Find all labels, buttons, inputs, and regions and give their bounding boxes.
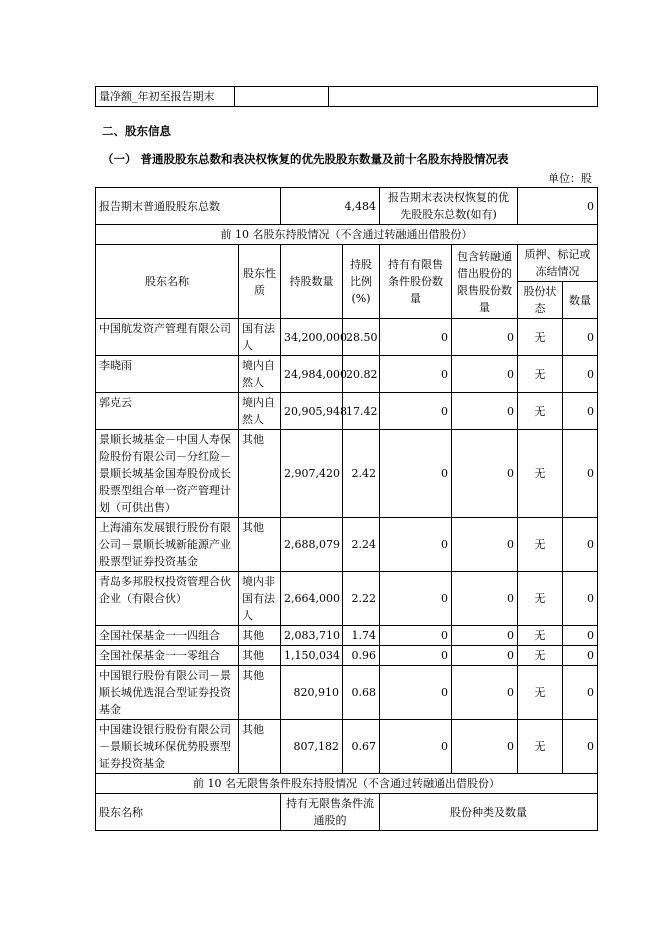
table-row bbox=[96, 319, 598, 356]
cell-restricted: 0 bbox=[380, 626, 452, 646]
unrestricted-header-kind: 股份种类及数量 bbox=[380, 794, 598, 831]
cell-status: 无 bbox=[518, 666, 563, 720]
header-nature: 股东性质 bbox=[239, 245, 281, 319]
table-row bbox=[96, 646, 598, 666]
total-shareholders-value: 4,484 bbox=[281, 188, 380, 225]
cell-shareholder-nature: 其他 bbox=[239, 626, 281, 646]
cell-lent: 0 bbox=[452, 430, 518, 518]
preferred-shareholders-value: 0 bbox=[518, 188, 598, 225]
header-lent: 包含转融通借出股份的限售股份数量 bbox=[452, 245, 518, 319]
cell-qty: 0 bbox=[563, 393, 598, 430]
cell-shares: 2,688,079 bbox=[281, 518, 343, 572]
header-ratio: 持股比例(%) bbox=[343, 245, 380, 319]
cell-qty: 0 bbox=[563, 666, 598, 720]
shareholder-table bbox=[95, 187, 598, 831]
cell-shareholder-name: 李晓雨 bbox=[96, 356, 239, 393]
subsection-title: （一） 普通股股东总数和表决权恢复的优先股股东数量及前十名股东持股情况表 bbox=[102, 152, 509, 166]
cell-shareholder-nature: 国有法人 bbox=[239, 319, 281, 356]
cell-shareholder-nature: 其他 bbox=[239, 666, 281, 720]
cell-shares: 2,664,000 bbox=[281, 572, 343, 626]
cell-qty: 0 bbox=[563, 572, 598, 626]
unrestricted-header-name: 股东名称 bbox=[96, 794, 281, 831]
cell-status: 无 bbox=[518, 572, 563, 626]
cell-restricted: 0 bbox=[380, 356, 452, 393]
cell-status: 无 bbox=[518, 393, 563, 430]
cell-shares: 2,083,710 bbox=[281, 626, 343, 646]
cell-lent: 0 bbox=[452, 356, 518, 393]
header-row bbox=[96, 794, 598, 831]
top-fragment-table bbox=[95, 86, 598, 107]
cell-qty: 0 bbox=[563, 720, 598, 774]
table-row bbox=[96, 518, 598, 572]
cell-shareholder-nature: 境内非国有法人 bbox=[239, 572, 281, 626]
cell-lent: 0 bbox=[452, 626, 518, 646]
cell-shareholder-name: 郭克云 bbox=[96, 393, 239, 430]
unit-label: 单位：股 bbox=[548, 172, 592, 185]
header-restricted: 持有有限售条件股份数量 bbox=[380, 245, 452, 319]
table-row bbox=[96, 626, 598, 646]
cell-shares: 34,200,000 bbox=[281, 319, 343, 356]
cell-qty: 0 bbox=[563, 430, 598, 518]
cell-shares: 820,910 bbox=[281, 666, 343, 720]
table-row bbox=[96, 430, 598, 518]
summary-row bbox=[96, 188, 598, 225]
cell-lent: 0 bbox=[452, 646, 518, 666]
cell-ratio: 1.74 bbox=[343, 626, 380, 646]
header-name: 股东名称 bbox=[96, 245, 239, 319]
cell-restricted: 0 bbox=[380, 572, 452, 626]
cell-shareholder-nature: 其他 bbox=[239, 518, 281, 572]
cell-restricted: 0 bbox=[380, 518, 452, 572]
cell-ratio: 2.42 bbox=[343, 430, 380, 518]
table-row bbox=[96, 720, 598, 774]
preferred-shareholders-label: 报告期末表决权恢复的优先股股东总数(如有) bbox=[380, 188, 518, 225]
cell-status: 无 bbox=[518, 720, 563, 774]
cell-shareholder-nature: 境内自然人 bbox=[239, 356, 281, 393]
cell-shareholder-nature: 境内自然人 bbox=[239, 393, 281, 430]
cell-restricted: 0 bbox=[380, 720, 452, 774]
cell-shareholder-name: 中国航发资产管理有限公司 bbox=[96, 319, 239, 356]
cell-qty: 0 bbox=[563, 646, 598, 666]
cell-status: 无 bbox=[518, 626, 563, 646]
cell-ratio: 2.24 bbox=[343, 518, 380, 572]
cell-restricted: 0 bbox=[380, 319, 452, 356]
cell-qty: 0 bbox=[563, 626, 598, 646]
cell-ratio: 28.50 bbox=[343, 319, 380, 356]
cell-lent: 0 bbox=[452, 319, 518, 356]
cell-status: 无 bbox=[518, 356, 563, 393]
cell-shares: 807,182 bbox=[281, 720, 343, 774]
cell-shares: 1,150,034 bbox=[281, 646, 343, 666]
cell-status: 无 bbox=[518, 430, 563, 518]
total-shareholders-label: 报告期末普通股股东总数 bbox=[96, 188, 281, 225]
cell-label: 量净额_年初至报告期末 bbox=[96, 87, 235, 107]
cell-ratio: 2.22 bbox=[343, 572, 380, 626]
cell-shareholder-name: 中国建设银行股份有限公司－景顺长城环保优势股票型证券投资基金 bbox=[96, 720, 239, 774]
header-row bbox=[96, 245, 598, 282]
unrestricted-header-qty: 持有无限售条件流通股的 bbox=[281, 794, 380, 831]
cell-lent: 0 bbox=[452, 393, 518, 430]
table-row bbox=[96, 87, 598, 107]
table-row bbox=[96, 393, 598, 430]
caption-row bbox=[96, 774, 598, 794]
cell-ratio: 0.96 bbox=[343, 646, 380, 666]
unrestricted-title: 前 10 名无限售条件股东持股情况（不含通过转融通出借股份） bbox=[96, 774, 598, 794]
cell-qty: 0 bbox=[563, 518, 598, 572]
cell-value bbox=[329, 87, 598, 107]
table-row bbox=[96, 356, 598, 393]
cell-shares: 24,984,000 bbox=[281, 356, 343, 393]
cell-restricted: 0 bbox=[380, 393, 452, 430]
header-shares: 持股数量 bbox=[281, 245, 343, 319]
cell-status: 无 bbox=[518, 319, 563, 356]
cell-restricted: 0 bbox=[380, 430, 452, 518]
cell-value bbox=[235, 87, 329, 107]
cell-shareholder-nature: 其他 bbox=[239, 430, 281, 518]
cell-lent: 0 bbox=[452, 518, 518, 572]
cell-ratio: 17.42 bbox=[343, 393, 380, 430]
cell-shareholder-nature: 其他 bbox=[239, 646, 281, 666]
cell-shares: 20,905,948 bbox=[281, 393, 343, 430]
top10-title: 前 10 名股东持股情况（不含通过转融通出借股份） bbox=[96, 225, 598, 245]
table-row bbox=[96, 666, 598, 720]
cell-ratio: 0.67 bbox=[343, 720, 380, 774]
cell-status: 无 bbox=[518, 646, 563, 666]
cell-status: 无 bbox=[518, 518, 563, 572]
cell-lent: 0 bbox=[452, 666, 518, 720]
header-qty: 数量 bbox=[563, 282, 598, 319]
header-pledge: 质押、标记或冻结情况 bbox=[518, 245, 598, 282]
cell-shareholder-name: 景顺长城基金－中国人寿保险股份有限公司－分红险－景顺长城基金国寿股份成长股票型组合单一资产管理计划（可供出售） bbox=[96, 430, 239, 518]
cell-lent: 0 bbox=[452, 720, 518, 774]
cell-lent: 0 bbox=[452, 572, 518, 626]
cell-shares: 2,907,420 bbox=[281, 430, 343, 518]
cell-qty: 0 bbox=[563, 356, 598, 393]
cell-restricted: 0 bbox=[380, 666, 452, 720]
cell-shareholder-name: 中国银行股份有限公司－景顺长城优选混合型证券投资基金 bbox=[96, 666, 239, 720]
cell-ratio: 0.68 bbox=[343, 666, 380, 720]
cell-shareholder-name: 青岛多邦股权投资管理合伙企业（有限合伙） bbox=[96, 572, 239, 626]
cell-shareholder-name: 上海浦东发展银行股份有限公司－景顺长城新能源产业股票型证券投资基金 bbox=[96, 518, 239, 572]
section-title: 二、股东信息 bbox=[102, 124, 171, 138]
cell-ratio: 20.82 bbox=[343, 356, 380, 393]
cell-restricted: 0 bbox=[380, 646, 452, 666]
header-status: 股份状态 bbox=[518, 282, 563, 319]
table-row bbox=[96, 572, 598, 626]
cell-qty: 0 bbox=[563, 319, 598, 356]
cell-shareholder-name: 全国社保基金一一四组合 bbox=[96, 626, 239, 646]
cell-shareholder-name: 全国社保基金一一零组合 bbox=[96, 646, 239, 666]
cell-shareholder-nature: 其他 bbox=[239, 720, 281, 774]
caption-row bbox=[96, 225, 598, 245]
